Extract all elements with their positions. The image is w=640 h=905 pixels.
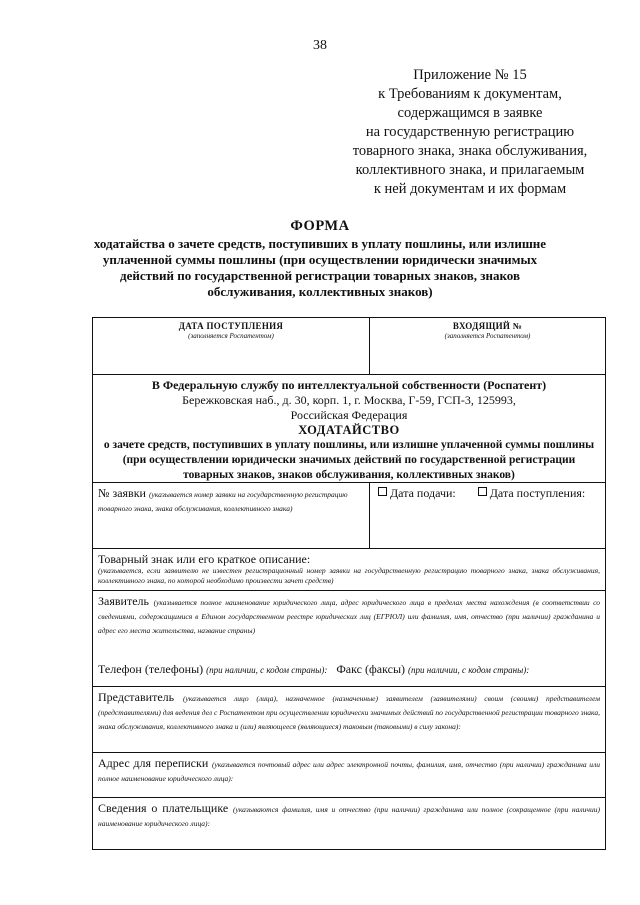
- applicant-hint: (указывается полное наименование юридического лица, адрес юридического лица в пределах места нахождения (в соответствии со сведениями, содержащимися в Едином государственном реестре юридических лиц (ЕГРЮЛ) или фамилия, имя, отчество (при наличии) гражданина и адрес его места жительства, название страны): [98, 598, 600, 635]
- header-row: [93, 318, 605, 375]
- recipient-street: Бережковская наб., д. 30, корп. 1, г. Москва, Г-59, ГСП-3, 125993,: [182, 393, 516, 407]
- receipt-date-checkbox[interactable]: [478, 487, 487, 496]
- fax-label: Факс (факсы): [336, 662, 406, 676]
- page-number: 38: [313, 38, 327, 53]
- fax-hint: (при наличии, с кодом страны):: [408, 665, 530, 675]
- applicant-field[interactable]: [93, 591, 605, 687]
- incoming-number-label: ВХОДЯЩИЙ №: [452, 321, 523, 331]
- date-received-label: ДАТА ПОСТУПЛЕНИЯ: [178, 321, 284, 331]
- correspondence-label: Адрес для переписки: [98, 756, 209, 770]
- representative-field[interactable]: [93, 687, 605, 753]
- recipient-name: В Федеральную службу по интеллектуальной собственности (Роспатент): [151, 378, 547, 392]
- petition-form: [92, 317, 606, 850]
- applicant-label: Заявитель: [98, 594, 149, 608]
- application-number-field[interactable]: [93, 483, 370, 548]
- address-block: [93, 375, 605, 483]
- incoming-number-note: (заполняется Роспатентом): [444, 332, 531, 340]
- appendix-line: к ней документам и их формам: [373, 181, 567, 197]
- phone-label: Телефон (телефоны): [98, 662, 204, 676]
- correspondence-hint: (указывается почтовый адрес или адрес электронной почты, фамилия, имя, отчество (при наличии) гражданина или полное наименование юридического лица):: [98, 760, 600, 783]
- application-row: [93, 483, 605, 549]
- form-title: ФОРМА: [290, 218, 350, 234]
- correspondence-field[interactable]: [93, 753, 605, 798]
- receipt-date-label: Дата поступления:: [489, 486, 586, 500]
- payer-hint: (указываются фамилия, имя и отчество (при наличии) гражданина или полное (сокращенное (при наличии) наименование юридического лица):: [98, 805, 600, 828]
- payer-field[interactable]: [93, 798, 605, 849]
- incoming-number-cell[interactable]: [370, 318, 605, 374]
- trademark-hint: (указывается, если заявителю не известен регистрационный номер заявки на государственную регистрацию товарного знака, знака обслуживания, коллективного знака, по которой необходимо произвести зачет средств): [98, 566, 600, 585]
- application-number-hint: (указывается номер заявки на государственную регистрацию товарного знака, знака обслуживания, коллективного знака): [98, 490, 348, 513]
- dates-cell: [370, 483, 605, 548]
- payer-label: Сведения о плательщике: [98, 801, 229, 815]
- petition-title: ХОДАТАЙСТВО: [298, 423, 400, 437]
- filing-date-checkbox[interactable]: [378, 487, 387, 496]
- appendix-line: Приложение № 15: [413, 67, 527, 83]
- date-received-cell[interactable]: [93, 318, 370, 374]
- appendix-line: содержащимся в заявке: [397, 105, 543, 121]
- form-subtitle: ходатайства о зачете средств, поступивших в уплату пошлины, или излишне уплаченной суммы пошлины (при осуществлении юридически значимых действий по государственной регистрации товарных знаков, знаков обслуживания, коллективных знаков): [93, 236, 547, 299]
- trademark-label: Товарный знак или его краткое описание:: [98, 552, 311, 566]
- recipient-country: Российская Федерация: [290, 408, 408, 422]
- appendix-line: коллективного знака, и прилагаемым: [355, 162, 585, 178]
- phone-hint: (при наличии, с кодом страны):: [206, 665, 328, 675]
- filing-date-label: Дата подачи:: [390, 486, 456, 500]
- petition-subtitle: о зачете средств, поступивших в уплату пошлины, или излишне уплаченной суммы пошлины (при осуществлении юридически значимых действий по государственной регистрации товарных знаков, знаков обслуживания, коллективных знаков): [103, 439, 595, 481]
- appendix-heading: [340, 66, 600, 199]
- date-received-note: (заполняется Роспатентом): [188, 332, 274, 340]
- representative-hint: (указывается лицо (лица), назначенное (назначенные) заявителем (заявителями) своим (своими) представителем (представителями) для ведения дел с Роспатентом при осуществлении юридически значимых действий по государственной регистрации товарного знака, знака обслуживания, коллективного знака и (или) являющееся (являющиеся) таковым (таковыми) в силу закона):: [98, 694, 600, 731]
- appendix-line: товарного знака, знака обслуживания,: [352, 143, 588, 159]
- application-number-label: № заявки: [98, 486, 146, 500]
- appendix-line: к Требованиям к документам,: [378, 86, 562, 102]
- contact-line: [98, 662, 600, 676]
- representative-label: Представитель: [98, 690, 175, 704]
- appendix-line: на государственную регистрацию: [365, 124, 575, 140]
- trademark-field[interactable]: [93, 549, 605, 591]
